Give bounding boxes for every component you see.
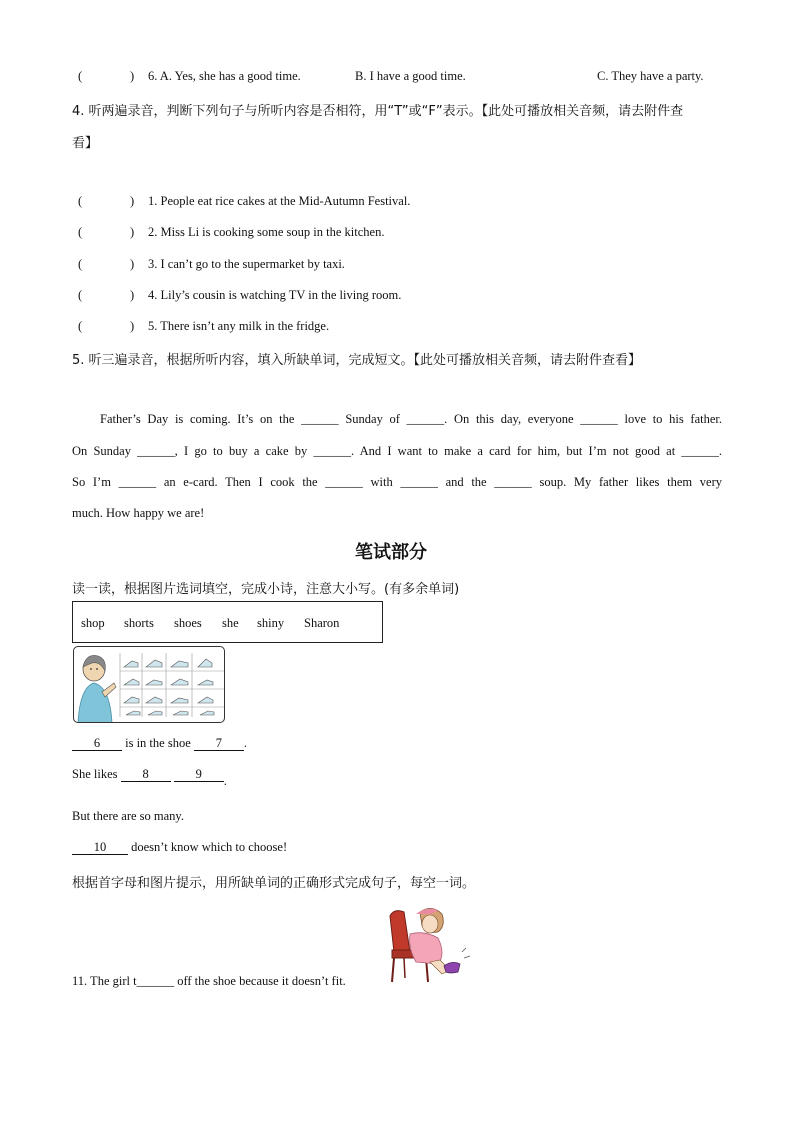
- q6-option-a: 6. A. Yes, she has a good time.: [148, 69, 301, 83]
- word-bank-item: shorts: [124, 616, 154, 630]
- question-11: 11. The girl t______ off the shoe because it doesn’t fit.: [72, 974, 346, 988]
- passage-line-3: So I’m ______ an e-card. Then I cook the ______ with ______ and the ______ soup. My father likes them very: [72, 475, 722, 489]
- word-bank-item: shoes: [174, 616, 202, 630]
- passage-line-1: Father’s Day is coming. It’s on the ______ Sunday of ______. On this day, everyone ______ love to his father.: [100, 412, 722, 426]
- section-title: 笔试部分: [355, 542, 427, 563]
- statement-5: 5. There isn’t any milk in the fridge.: [148, 319, 330, 333]
- poem-line-1: [72, 736, 247, 751]
- poem-punct: .: [243, 736, 247, 750]
- answer-paren-close: ): [130, 225, 135, 239]
- answer-paren-open: (: [78, 225, 83, 239]
- poem-punct: .: [223, 774, 227, 788]
- word-bank-item: she: [222, 616, 239, 630]
- poem-line-3: But there are so many.: [72, 809, 184, 823]
- section4-instruction-cont: 看】: [72, 136, 99, 151]
- statement-1: 1. People eat rice cakes at the Mid-Autumn Festival.: [148, 194, 411, 208]
- poem-text: doesn’t know which to choose!: [131, 840, 288, 854]
- word-bank-item: shop: [81, 616, 105, 630]
- answer-blank-6[interactable]: 6: [72, 736, 122, 751]
- statement-3: 3. I can’t go to the supermarket by taxi.: [148, 257, 345, 271]
- answer-blank-7[interactable]: 7: [194, 736, 244, 751]
- word-bank-item: Sharon: [304, 616, 340, 630]
- answer-paren-open: (: [78, 69, 83, 83]
- answer-paren-close: ): [130, 319, 135, 333]
- passage-line-4: much. How happy we are!: [72, 506, 205, 520]
- section4-instruction: 4. 听两遍录音，判断下列句子与所听内容是否相符，用“T”或“F”表示。【此处可播放相关音频，请去附件查: [72, 104, 684, 119]
- initial-letter-instruction: 根据首字母和图片提示，用所缺单词的正确形式完成句子，每空一词。: [72, 876, 476, 891]
- poem-line-4: [72, 840, 287, 855]
- word-bank: [72, 601, 383, 643]
- passage-line-2: On Sunday ______, I go to buy a cake by ______. And I want to make a card for him, but I’m not good at ______.: [72, 444, 722, 458]
- section5-instruction: 5. 听三遍录音，根据所听内容，填入所缺单词，完成短文。【此处可播放相关音频，请去附件查看】: [72, 353, 642, 368]
- statement-2: 2. Miss Li is cooking some soup in the kitchen.: [148, 225, 385, 239]
- girl-taking-off-shoe-picture: [380, 904, 472, 984]
- statement-4: 4. Lily’s cousin is watching TV in the living room.: [148, 288, 402, 302]
- answer-paren-open: (: [78, 257, 83, 271]
- poem-text: is in the shoe: [125, 736, 191, 750]
- q6-option-b: B. I have a good time.: [355, 69, 466, 83]
- answer-paren-open: (: [78, 319, 83, 333]
- poem-instruction: 读一读，根据图片选词填空，完成小诗，注意大小写。(有多余单词): [72, 582, 460, 597]
- answer-blank-9[interactable]: 9: [174, 767, 224, 782]
- word-bank-item: shiny: [257, 616, 285, 630]
- girl-at-shoe-shop-picture: [74, 647, 225, 723]
- answer-blank-10[interactable]: 10: [72, 840, 128, 855]
- answer-paren-close: ): [130, 288, 135, 302]
- answer-paren-close: ): [130, 194, 135, 208]
- answer-paren-open: (: [78, 288, 83, 302]
- poem-text: She likes: [72, 767, 118, 781]
- answer-paren-close: ): [130, 69, 135, 83]
- poem-line-2: [72, 767, 227, 788]
- answer-blank-8[interactable]: 8: [121, 767, 171, 782]
- answer-paren-close: ): [130, 257, 135, 271]
- shoe-shop-illustration: [73, 646, 225, 723]
- answer-paren-open: (: [78, 194, 83, 208]
- q6-option-c: C. They have a party.: [597, 69, 704, 83]
